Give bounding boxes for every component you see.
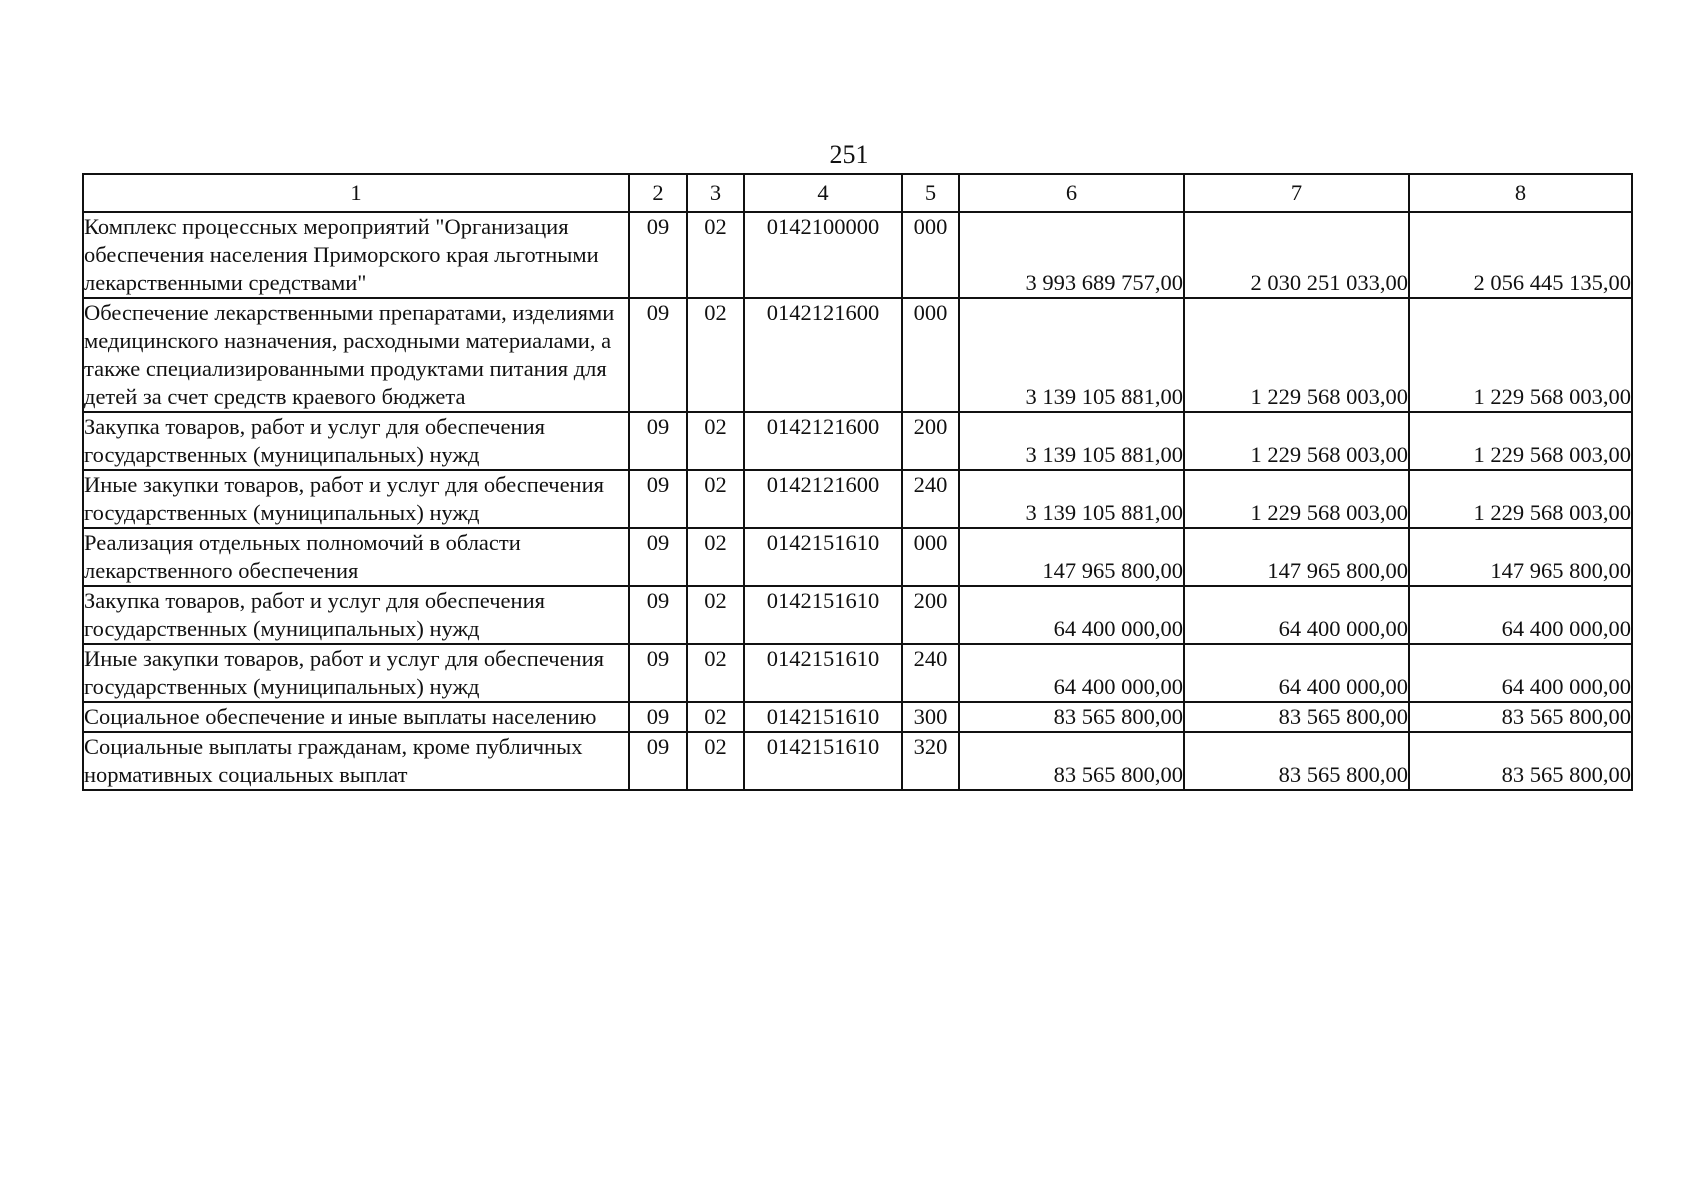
row-sum-col7: 2 030 251 033,00	[1184, 212, 1409, 298]
row-target-article: 0142151610	[744, 644, 902, 702]
row-expense-type: 000	[902, 298, 959, 412]
row-subsection: 02	[687, 412, 744, 470]
row-target-article: 0142121600	[744, 412, 902, 470]
row-subsection: 02	[687, 470, 744, 528]
header-col-6: 6	[959, 174, 1184, 212]
row-name: Обеспечение лекарственными препаратами, изделиями медицинского назначения, расходными материалами, а также специализированными продуктами питания для детей за счет средств краевого бюджета	[83, 298, 629, 412]
row-section: 09	[629, 702, 687, 732]
row-subsection: 02	[687, 298, 744, 412]
header-col-7: 7	[1184, 174, 1409, 212]
row-subsection: 02	[687, 732, 744, 790]
row-subsection: 02	[687, 702, 744, 732]
row-name: Реализация отдельных полномочий в области лекарственного обеспечения	[83, 528, 629, 586]
row-target-article: 0142121600	[744, 298, 902, 412]
row-sum-col7: 147 965 800,00	[1184, 528, 1409, 586]
row-sum-col6: 83 565 800,00	[959, 732, 1184, 790]
row-sum-col7: 1 229 568 003,00	[1184, 298, 1409, 412]
row-name: Иные закупки товаров, работ и услуг для обеспечения государственных (муниципальных) нужд	[83, 644, 629, 702]
row-sum-col6: 3 139 105 881,00	[959, 412, 1184, 470]
row-sum-col8: 83 565 800,00	[1409, 702, 1632, 732]
row-expense-type: 240	[902, 644, 959, 702]
table-row	[83, 732, 1632, 790]
row-section: 09	[629, 412, 687, 470]
row-section: 09	[629, 212, 687, 298]
row-sum-col6: 3 139 105 881,00	[959, 298, 1184, 412]
header-col-8: 8	[1409, 174, 1632, 212]
row-expense-type: 240	[902, 470, 959, 528]
row-sum-col6: 83 565 800,00	[959, 702, 1184, 732]
page-number: 251	[829, 140, 869, 169]
table-row	[83, 212, 1632, 298]
row-expense-type: 320	[902, 732, 959, 790]
table-row	[83, 470, 1632, 528]
row-target-article: 0142121600	[744, 470, 902, 528]
row-subsection: 02	[687, 212, 744, 298]
row-sum-col7: 1 229 568 003,00	[1184, 470, 1409, 528]
row-sum-col7: 83 565 800,00	[1184, 702, 1409, 732]
header-col-1: 1	[83, 174, 629, 212]
row-sum-col7: 64 400 000,00	[1184, 586, 1409, 644]
row-target-article: 0142100000	[744, 212, 902, 298]
row-name: Иные закупки товаров, работ и услуг для обеспечения государственных (муниципальных) нужд	[83, 470, 629, 528]
row-sum-col6: 147 965 800,00	[959, 528, 1184, 586]
row-target-article: 0142151610	[744, 586, 902, 644]
row-sum-col8: 147 965 800,00	[1409, 528, 1632, 586]
row-name: Комплекс процессных мероприятий "Организация обеспечения населения Приморского края льготными лекарственными средствами"	[83, 212, 629, 298]
row-sum-col8: 83 565 800,00	[1409, 732, 1632, 790]
row-section: 09	[629, 644, 687, 702]
header-col-3: 3	[687, 174, 744, 212]
row-expense-type: 000	[902, 212, 959, 298]
budget-table	[82, 173, 1633, 791]
table-row	[83, 586, 1632, 644]
row-sum-col8: 2 056 445 135,00	[1409, 212, 1632, 298]
row-sum-col6: 64 400 000,00	[959, 586, 1184, 644]
row-expense-type: 000	[902, 528, 959, 586]
row-sum-col7: 83 565 800,00	[1184, 732, 1409, 790]
row-sum-col8: 64 400 000,00	[1409, 586, 1632, 644]
header-col-5: 5	[902, 174, 959, 212]
table-row	[83, 644, 1632, 702]
row-section: 09	[629, 298, 687, 412]
row-sum-col6: 3 993 689 757,00	[959, 212, 1184, 298]
header-col-4: 4	[744, 174, 902, 212]
row-name: Закупка товаров, работ и услуг для обеспечения государственных (муниципальных) нужд	[83, 412, 629, 470]
row-subsection: 02	[687, 586, 744, 644]
row-name: Социальные выплаты гражданам, кроме публичных нормативных социальных выплат	[83, 732, 629, 790]
table-row	[83, 298, 1632, 412]
row-section: 09	[629, 470, 687, 528]
row-expense-type: 300	[902, 702, 959, 732]
row-target-article: 0142151610	[744, 702, 902, 732]
row-sum-col8: 64 400 000,00	[1409, 644, 1632, 702]
row-sum-col7: 1 229 568 003,00	[1184, 412, 1409, 470]
row-expense-type: 200	[902, 412, 959, 470]
row-sum-col7: 64 400 000,00	[1184, 644, 1409, 702]
table-row	[83, 528, 1632, 586]
row-sum-col6: 3 139 105 881,00	[959, 470, 1184, 528]
row-sum-col8: 1 229 568 003,00	[1409, 412, 1632, 470]
row-target-article: 0142151610	[744, 732, 902, 790]
row-section: 09	[629, 528, 687, 586]
row-section: 09	[629, 586, 687, 644]
row-section: 09	[629, 732, 687, 790]
row-sum-col6: 64 400 000,00	[959, 644, 1184, 702]
header-row	[83, 174, 1632, 212]
row-name: Социальное обеспечение и иные выплаты населению	[83, 702, 629, 732]
table-row	[83, 702, 1632, 732]
row-sum-col8: 1 229 568 003,00	[1409, 298, 1632, 412]
row-expense-type: 200	[902, 586, 959, 644]
table-row	[83, 412, 1632, 470]
header-col-2: 2	[629, 174, 687, 212]
row-target-article: 0142151610	[744, 528, 902, 586]
row-sum-col8: 1 229 568 003,00	[1409, 470, 1632, 528]
row-subsection: 02	[687, 528, 744, 586]
row-subsection: 02	[687, 644, 744, 702]
row-name: Закупка товаров, работ и услуг для обеспечения государственных (муниципальных) нужд	[83, 586, 629, 644]
